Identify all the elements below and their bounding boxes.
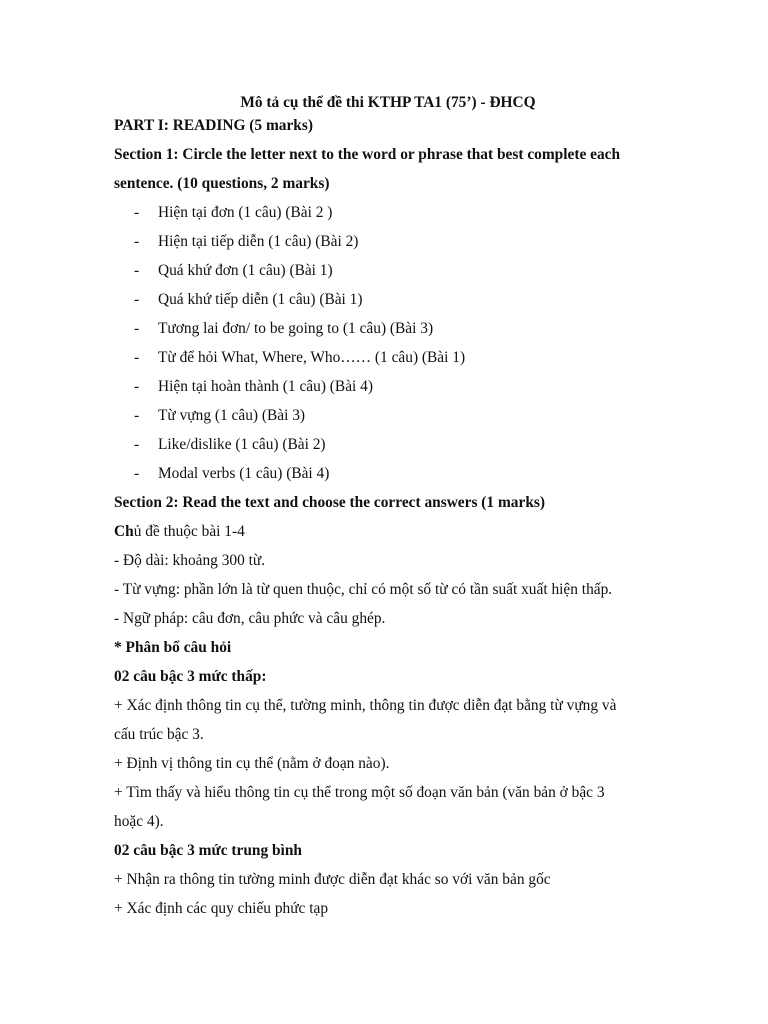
list-item [114,401,674,430]
low-item3-line2: hoặc 4). [114,813,164,830]
topic-prefix: Ch [114,523,134,540]
topic-line [114,517,674,546]
list-dash: - [134,465,140,482]
vocab-line: - Từ vựng: phần lớn là từ quen thuộc, chỉ có một số từ có tần suất xuất hiện thấp. [114,581,613,598]
list-item-text: Quá khứ đơn (1 câu) (Bài 1) [158,262,333,279]
list-item [114,256,674,285]
list-item-text: Quá khứ tiếp diễn (1 câu) (Bài 1) [158,291,363,308]
list-item [114,198,674,227]
length-line: - Độ dài: khoảng 300 từ. [114,552,266,569]
list-dash: - [134,378,140,395]
topic-rest: ủ đề thuộc bài 1-4 [133,523,245,540]
section2-heading: Section 2: Read the text and choose the correct answers (1 marks) [114,494,545,511]
list-item [114,227,674,256]
list-item [114,314,674,343]
list-dash: - [134,407,140,424]
list-item-text: Hiện tại đơn (1 câu) (Bài 2 ) [158,204,333,221]
document-body [114,111,674,923]
list-dash: - [134,320,140,337]
list-dash: - [134,349,140,366]
low-item3-line1: + Tìm thấy và hiểu thông tin cụ thể trong một số đoạn văn bản (văn bản ở bậc 3 [114,784,605,801]
grammar-line: - Ngữ pháp: câu đơn, câu phức và câu ghép. [114,610,386,627]
list-item-text: Hiện tại hoàn thành (1 câu) (Bài 4) [158,378,373,395]
document-title-text: Mô tả cụ thể đề thi KTHP TA1 (75’) - ĐHCQ [240,94,536,111]
list-item-text: Từ vựng (1 câu) (Bài 3) [158,407,306,424]
list-dash: - [134,204,140,221]
section1-heading-line1: Section 1: Circle the letter next to the word or phrase that best complete each [114,146,621,163]
mid-item2: + Xác định các quy chiếu phức tạp [114,900,329,917]
list-item-text: Like/dislike (1 câu) (Bài 2) [158,436,326,453]
mid-item1: + Nhận ra thông tin tường minh được diễn đạt khác so với văn bản gốc [114,871,551,888]
list-item-text: Từ để hỏi What, Where, Who…… (1 câu) (Bài 1) [158,349,466,366]
list-item [114,285,674,314]
list-item-text: Modal verbs (1 câu) (Bài 4) [158,465,330,482]
list-dash: - [134,436,140,453]
list-item [114,430,674,459]
low-item2: + Định vị thông tin cụ thể (nằm ở đoạn nào). [114,755,390,772]
list-dash: - [134,291,140,308]
list-item [114,372,674,401]
mid-level-heading: 02 câu bậc 3 mức trung bình [114,842,302,859]
list-item [114,459,674,488]
list-dash: - [134,233,140,250]
document-title [0,93,768,113]
list-item-text: Tương lai đơn/ to be going to (1 câu) (Bài 3) [158,320,434,337]
low-item1-line1: + Xác định thông tin cụ thể, tường minh, thông tin được diễn đạt bằng từ vựng và [114,697,617,714]
distribution-heading: * Phân bổ câu hỏi [114,639,232,656]
low-level-heading: 02 câu bậc 3 mức thấp: [114,668,267,685]
list-item [114,343,674,372]
list-dash: - [134,262,140,279]
part1-heading: PART I: READING (5 marks) [114,117,313,134]
section1-list [114,198,674,488]
low-item1-line2: cấu trúc bậc 3. [114,726,204,743]
list-item-text: Hiện tại tiếp diễn (1 câu) (Bài 2) [158,233,359,250]
section1-heading-line2: sentence. (10 questions, 2 marks) [114,175,330,192]
